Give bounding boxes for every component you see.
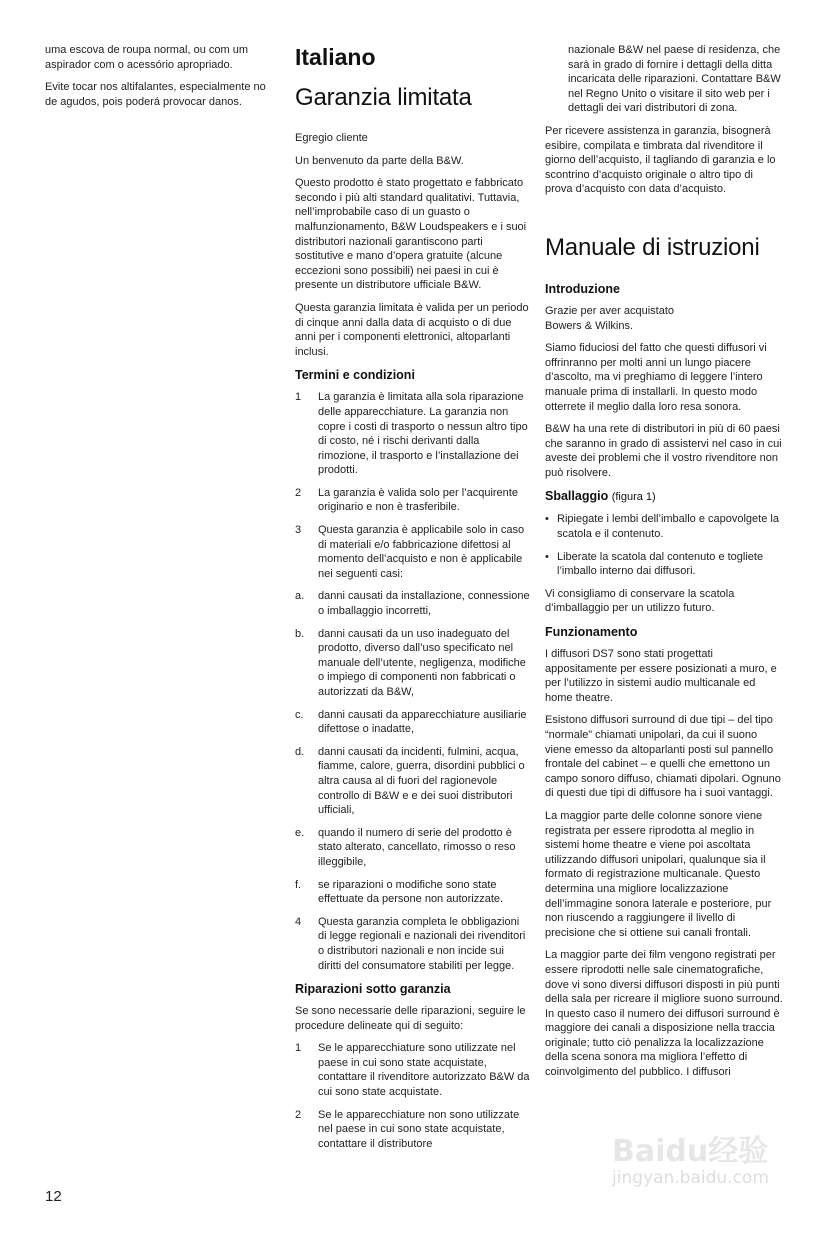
welcome-text: Un benvenuto da parte della B&W. — [295, 154, 464, 167]
terms-item — [295, 915, 530, 973]
item-text: danni causati da apparecchiature ausiliarie difettose o inadatte, — [318, 708, 527, 736]
paragraph: Questa garanzia limitata è valida per un periodo di cinque anni dalla data di acquisto o di due anni per i componenti elettronici, altoparlanti inclusi. — [295, 301, 529, 358]
warranty-service-text: Per ricevere assistenza in garanzia, bisognerà esibire, compilata e timbrata dal rivenditore il giorno dell’acquisto, il tagliando di garanzia e lo scontrino d’acquisto originale o altro tipo di prova d’acquisto con data d’acquisto. — [545, 124, 776, 196]
item-text: La garanzia è limitata alla sola riparazione delle apparecchiature. La garanzia non copre i costi di trasporto o nessun altro tipo di costo, né i rischi derivanti dalla rimozione, il trasporto e l’installazione dei prodotti. — [318, 391, 528, 477]
salutation: Egregio cliente — [295, 132, 368, 144]
bullet-item — [545, 550, 783, 579]
terms-item — [295, 745, 530, 818]
paragraph: La maggior parte dei film vengono registrati per essere riprodotti nelle sale cinematografiche, dove vi sono diversi diffusori disposti in più punti della sala per ricreare il migliore suono surround. In questo caso il numero dei diffusori surround è maggiore dei canali a disposizione nella traccia originale; tutto ciò penalizza la localizzazione della scena sonora ma migliora l’effetto di coinvolgimento del pubblico. I diffusori — [545, 949, 783, 1079]
item-text: danni causati da incidenti, fulmini, acqua, fiamme, calore, guerra, disordini pubblici o altra causa al di fuori del ragionevole controllo di B&W e e dei suoi distributori ufficiali, — [318, 745, 525, 817]
item-number: c. — [295, 708, 304, 721]
terms-item — [295, 708, 530, 737]
item-number: f. — [295, 878, 302, 891]
paragraph: uma escova de roupa normal, ou com um aspirador com o acessório apropriado. — [45, 44, 248, 71]
repairs-intro: Se sono necessarie delle riparazioni, seguire le procedure delineate qui di seguito: — [295, 1005, 526, 1032]
bullet-text: Liberate la scatola dal contenuto e togliete l’imballo interno dai diffusori. — [557, 550, 764, 578]
paragraph: Esistono diffusori surround di due tipi – del tipo “normale” chiamati unipolari, da cui il suono viene emesso da altoparlanti posti sul pannello frontale del cabinet – e quelli che emettono un campo sonoro diffuso, chiamati dipolari. Ognuno di questi due tipi di diffusore ha i suoi vantaggi. — [545, 714, 781, 800]
repairs-item — [295, 1041, 530, 1099]
terms-item — [295, 826, 530, 870]
paragraph: La maggior parte delle colonne sonore viene registrata per essere riprodotta al meglio in sistemi home theatre e viene poi ascoltata utilizzando diffusori unipolari, qualunque sia il formato di registrazione multicanale. Questo determina una migliore localizzazione dell’immagine sonora laterale e posteriore, pur non riuscendo a raggiungere il livello di precisione che si ottiene sui canali frontali. — [545, 809, 772, 939]
repairs-item-continued — [545, 43, 783, 116]
item-text: Se le apparecchiature sono utilizzate nel paese in cui sono state acquistate, contattare il rivenditore autorizzato B&W da cui sono state acquistate. — [318, 1042, 530, 1099]
heading-text: Sballaggio — [545, 489, 609, 504]
terms-item — [295, 390, 530, 478]
terms-item — [295, 523, 530, 581]
watermark-url: jingyan.baidu.com — [612, 1168, 769, 1188]
intro-line: Bowers & Wilkins. — [545, 319, 634, 332]
item-text: danni causati da installazione, connessione o imballaggio incorretti, — [318, 590, 530, 618]
paragraph — [545, 304, 783, 333]
paragraph: I diffusori DS7 sono stati progettati appositamente per essere posizionati a muro, e per l’utilizzo in sistemi audio multicanale ed home theatre. — [545, 648, 777, 704]
item-text: La garanzia è valida solo per l’acquirente originario e non è trasferibile. — [318, 486, 518, 514]
terms-item — [295, 627, 530, 700]
bullet-icon: • — [545, 513, 549, 526]
operation-heading: Funzionamento — [545, 625, 638, 640]
watermark-logo: Baidu经验 — [612, 1134, 769, 1169]
unpacking-heading — [545, 488, 783, 505]
item-number: 2 — [295, 486, 302, 499]
item-number: b. — [295, 627, 305, 640]
column-1 — [45, 43, 271, 117]
terms-heading: Termini e condizioni — [295, 368, 415, 383]
item-number: e. — [295, 826, 305, 839]
manual-title: Manuale di istruzioni — [545, 233, 760, 261]
watermark — [612, 1136, 772, 1194]
item-text: Questa garanzia è applicabile solo in caso di materiali e/o fabbricazione difettosi al momento dell’acquisto e non è applicabile nei seguenti casi: — [318, 524, 525, 580]
item-text: quando il numero di serie del prodotto è stato alterato, cancellato, rimosso o reso illeggibile, — [318, 826, 516, 868]
paragraph: B&W ha una rete di distributori in più di 60 paesi che saranno in grado di assistervi nel caso in cui aveste dei problemi che il vostro rivenditore non può risolvere. — [545, 423, 782, 479]
repairs-item — [295, 1108, 530, 1152]
bullet-icon: • — [545, 550, 549, 563]
item-number: 1 — [295, 391, 302, 404]
paragraph: Evite tocar nos altifalantes, especialmente no de agudos, pois poderá provocar danos. — [45, 81, 266, 108]
intro-line: Grazie per aver acquistato — [545, 304, 675, 317]
language-title: Italiano — [295, 44, 376, 70]
item-text: danni causati da un uso inadeguato del prodotto, diverso dall’uso specificato nel manuale dell’utente, negligenza, modifiche o impiego di componenti non fabbricati o autorizzati da B&W, — [318, 627, 526, 698]
warranty-title: Garanzia limitata — [295, 84, 472, 111]
item-text: Se le apparecchiature non sono utilizzate nel paese in cui sono state acquistate, contattare il distributore — [318, 1108, 520, 1150]
terms-item — [295, 486, 530, 515]
column-2 — [295, 43, 530, 1159]
item-number: 1 — [295, 1042, 302, 1055]
item-number: d. — [295, 745, 305, 758]
bullet-text: Ripiegate i lembi dell’imballo e capovolgete la scatola e il contenuto. — [557, 513, 779, 541]
item-number: a. — [295, 590, 305, 603]
item-text: nazionale B&W nel paese di residenza, che sarà in grado di fornire i dettagli della ditta incaricata delle riparazioni. Contattare B&W nel Regno Unito o visitare il sito web per i dettagli dei vari distributori di zona. — [568, 44, 781, 115]
paragraph: Vi consigliamo di conservare la scatola d’imballaggio per un utilizzo futuro. — [545, 587, 735, 615]
column-3 — [545, 43, 783, 1088]
item-text: Questa garanzia completa le obbligazioni di legge regionali e nazionali dei rivenditori o distributori nazionali e non incide sui diritti del consumatore stabiliti per legge. — [318, 915, 526, 972]
terms-item — [295, 878, 530, 907]
item-number: 4 — [295, 915, 302, 928]
paragraph: Questo prodotto è stato progettato e fabbricato secondo i più alti standard qualitativi. Tuttavia, nell’improbabile caso di un guasto o malfunzionamento, B&W Loudspeakers e i suoi distributori nazionali garantiscono parti sostitutive e mano d’opera gratuite (alcune eccezioni sono possibili) nei paesi in cui è presente un distributore ufficiale B&W. — [295, 177, 527, 292]
item-text: se riparazioni o modifiche sono state effettuate da persone non autorizzate. — [318, 878, 504, 906]
bullet-item — [545, 512, 783, 541]
item-number: 2 — [295, 1108, 302, 1121]
page-number: 12 — [45, 1188, 62, 1205]
paragraph: Siamo fiduciosi del fatto che questi diffusori vi offrinranno per molti anni un lungo piacere d’ascolto, ma vi preghiamo di leggere l’intero manuale prima di installarli. In questo modo otterrete il meglio dalla loro resa sonora. — [545, 342, 767, 413]
intro-heading: Introduzione — [545, 281, 620, 296]
repairs-heading: Riparazioni sotto garanzia — [295, 982, 451, 997]
item-number: 3 — [295, 524, 302, 537]
figure-reference: (figura 1) — [611, 491, 656, 504]
terms-item — [295, 589, 530, 618]
